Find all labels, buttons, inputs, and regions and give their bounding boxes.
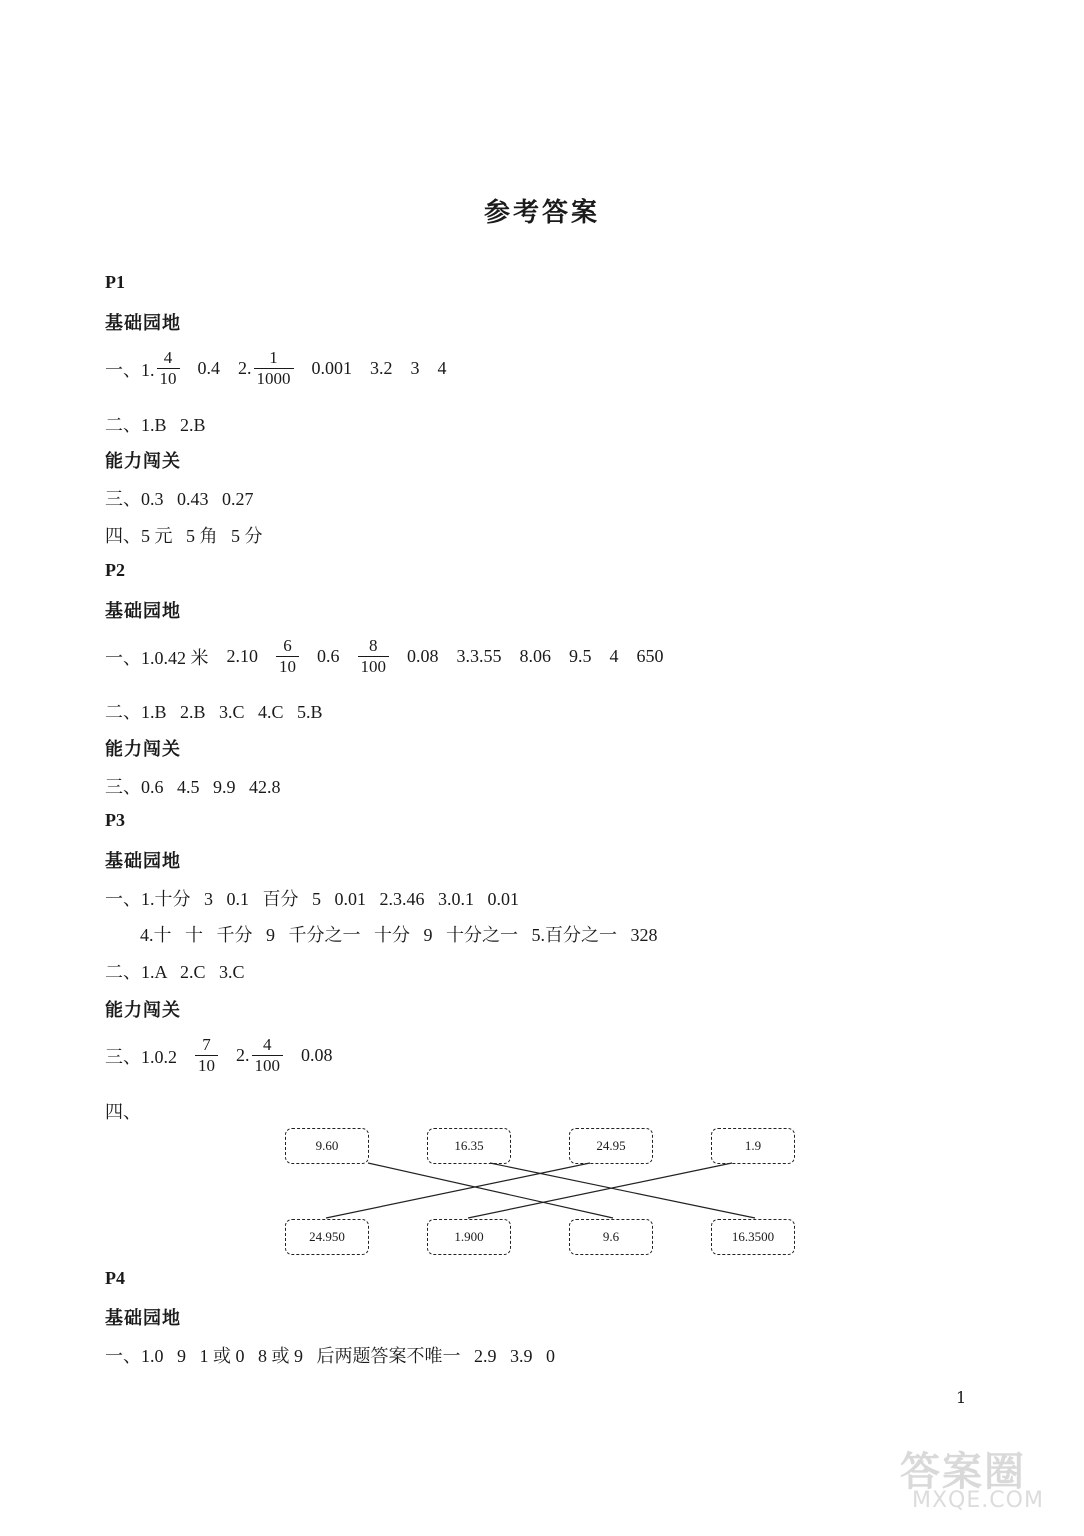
answer-line-p3-1: 一、1.十分 3 0.1 百分 5 0.01 2.3.46 3.0.1 0.01 [105,889,519,909]
heading-basics-p1: 基础园地 [105,313,181,334]
fraction: $\frac{4}{100}$ [252,1035,284,1076]
answer-value: 3 [410,358,420,378]
match-line [468,1163,732,1218]
section-label-p4: P4 [105,1268,125,1288]
answer-value: 0.4 [197,358,220,378]
answer-value: 9.5 [569,646,592,666]
page-title: 参考答案 [483,198,600,228]
page-number: 1 [956,1388,967,1407]
answer-line-p1-3: 三、0.3 0.43 0.27 [105,489,254,509]
fraction: $\frac{6}{10}$ [276,636,299,677]
match-box-bottom-1: 24.950 [285,1219,369,1255]
answer-value: 0.08 [407,646,439,666]
heading-ability-p3: 能力闯关 [105,1000,181,1021]
fraction: $\frac{4}{10}$ [157,348,180,389]
answer-prefix: 一、1. [105,359,155,380]
answer-line-p4-1: 一、1.0 9 1 或 0 8 或 9 后两题答案不唯一 2.9 3.9 0 [105,1346,555,1366]
answer-value: 0.001 [311,358,352,378]
answer-line-p2-2: 二、1.B 2.B 3.C 4.C 5.B [105,702,323,722]
answer-prefix: 三、1.0.2 [105,1046,177,1067]
answer-line-p2-3: 三、0.6 4.5 9.9 42.8 [105,777,281,797]
match-line [490,1163,755,1218]
match-line [326,1163,590,1218]
watermark-url: MXQE.COM [912,1488,1044,1513]
heading-basics-p2: 基础园地 [105,601,181,622]
fraction: $\frac{8}{100}$ [358,636,390,677]
match-line [368,1163,613,1218]
heading-ability-p2: 能力闯关 [105,739,181,760]
section-label-p2: P2 [105,560,125,580]
answer-value: 0.08 [301,1045,333,1065]
match-box-top-1: 9.60 [285,1128,369,1164]
match-box-top-2: 16.35 [427,1128,511,1164]
answer-value: 2.10 [226,646,258,666]
match-box-top-3: 24.95 [569,1128,653,1164]
fraction: $\frac{7}{10}$ [195,1035,218,1076]
answer-value: 3.3.55 [456,646,502,666]
answer-value: 2. [238,358,252,378]
answer-line-p3-2: 二、1.A 2.C 3.C [105,962,245,982]
answer-value: 4 [437,358,447,378]
fraction: $\frac{1}{1000}$ [254,348,294,389]
answer-value: 0.6 [317,646,340,666]
answer-value: 8.06 [519,646,551,666]
heading-ability-p1: 能力闯关 [105,451,181,472]
answer-line-p3-4: 四、 [105,1102,141,1122]
answer-value: 2. [236,1045,250,1065]
match-box-bottom-4: 16.3500 [711,1219,795,1255]
answer-value: 650 [636,646,664,666]
section-label-p1: P1 [105,272,125,292]
match-box-top-4: 1.9 [711,1128,795,1164]
answer-prefix: 一、1.0.42 米 [105,647,209,668]
answer-line-p1-4: 四、5 元 5 角 5 分 [105,526,263,546]
answer-line-p1-2: 二、1.B 2.B [105,415,206,435]
section-label-p3: P3 [105,810,125,830]
answer-value: 4 [609,646,619,666]
heading-basics-p3: 基础园地 [105,851,181,872]
answer-line-p3-1b: 4.十 十 千分 9 千分之一 十分 9 十分之一 5.百分之一 328 [140,925,658,945]
match-box-bottom-2: 1.900 [427,1219,511,1255]
match-box-bottom-3: 9.6 [569,1219,653,1255]
heading-basics-p4: 基础园地 [105,1308,181,1329]
answer-value: 3.2 [370,358,393,378]
watermark-logo: 答案圈 [900,1449,1026,1495]
